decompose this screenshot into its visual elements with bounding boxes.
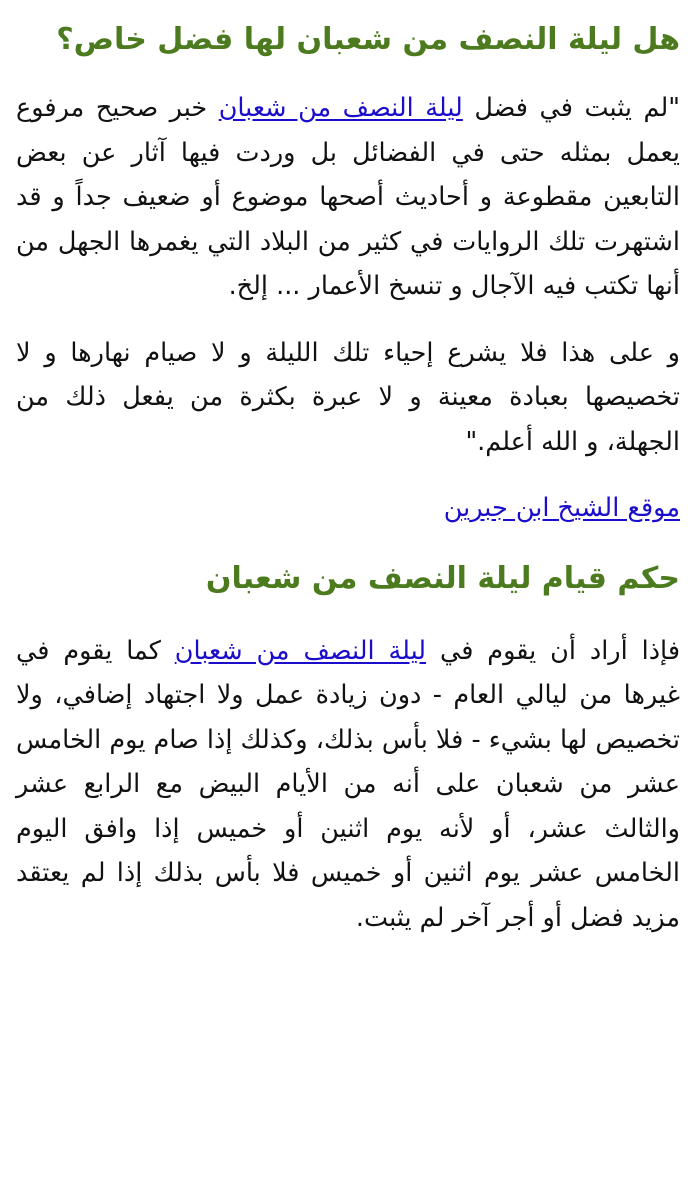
link-mid-shaban-night[interactable]: ليلة النصف من شعبان bbox=[174, 635, 427, 666]
paragraph-virtue-ruling bbox=[16, 86, 680, 309]
section-heading-night-prayer: حكم قيام ليلة النصف من شعبان bbox=[205, 560, 680, 596]
paragraph-text: "لم يثبت في فضل bbox=[462, 93, 681, 123]
paragraph-conclusion: و على هذا فلا يشرع إحياء تلك الليلة و لا صيام نهارها و لا تخصيصها بعبادة معينة و لا عبرة بكثرة من يفعل ذلك من الجهلة، و الله أعلم." bbox=[16, 337, 680, 457]
paragraph-text: كما يقوم في غيرها من ليالي العام - دون زيادة عمل ولا اجتهاد إضافي، ولا تخصيص لها بشيء - فلا بأس بذلك، وكذلك إذا صام يوم الخامس عشر من شعبان على أنه من الأيام البيض مع الرابع عشر والثالث عشر، أو لأنه يوم اثنين أو خميس إذا وافق اليوم الخامس عشر يوم اثنين أو خميس فلا بأس بذلك إذا لم يعتقد مزيد فضل أو أجر آخر لم يثبت. bbox=[16, 635, 680, 933]
link-mid-shaban-night[interactable]: ليلة النصف من شعبان bbox=[218, 93, 463, 123]
paragraph-text: خبر صحيح مرفوع يعمل بمثله حتى في الفضائل بل وردت فيها آثار عن بعض التابعين مقطوعة و أحاديث أصحها موضوع أو ضعيف جداً و قد اشتهرت تلك الروايات في كثير من البلاد التي يغمرها الجهل من أنها تكتب فيه الآجال و تنسخ الأعمار ... إلخ. bbox=[16, 93, 680, 301]
section-heading-virtue: هل ليلة النصف من شعبان لها فضل خاص؟ bbox=[56, 22, 680, 57]
paragraph-night-prayer-ruling bbox=[16, 629, 680, 941]
paragraph-text: فإذا أراد أن يقوم في bbox=[426, 635, 681, 666]
source-line bbox=[16, 486, 680, 531]
link-source-ibn-jibreen[interactable]: موقع الشيخ ابن جبرين bbox=[443, 493, 680, 523]
